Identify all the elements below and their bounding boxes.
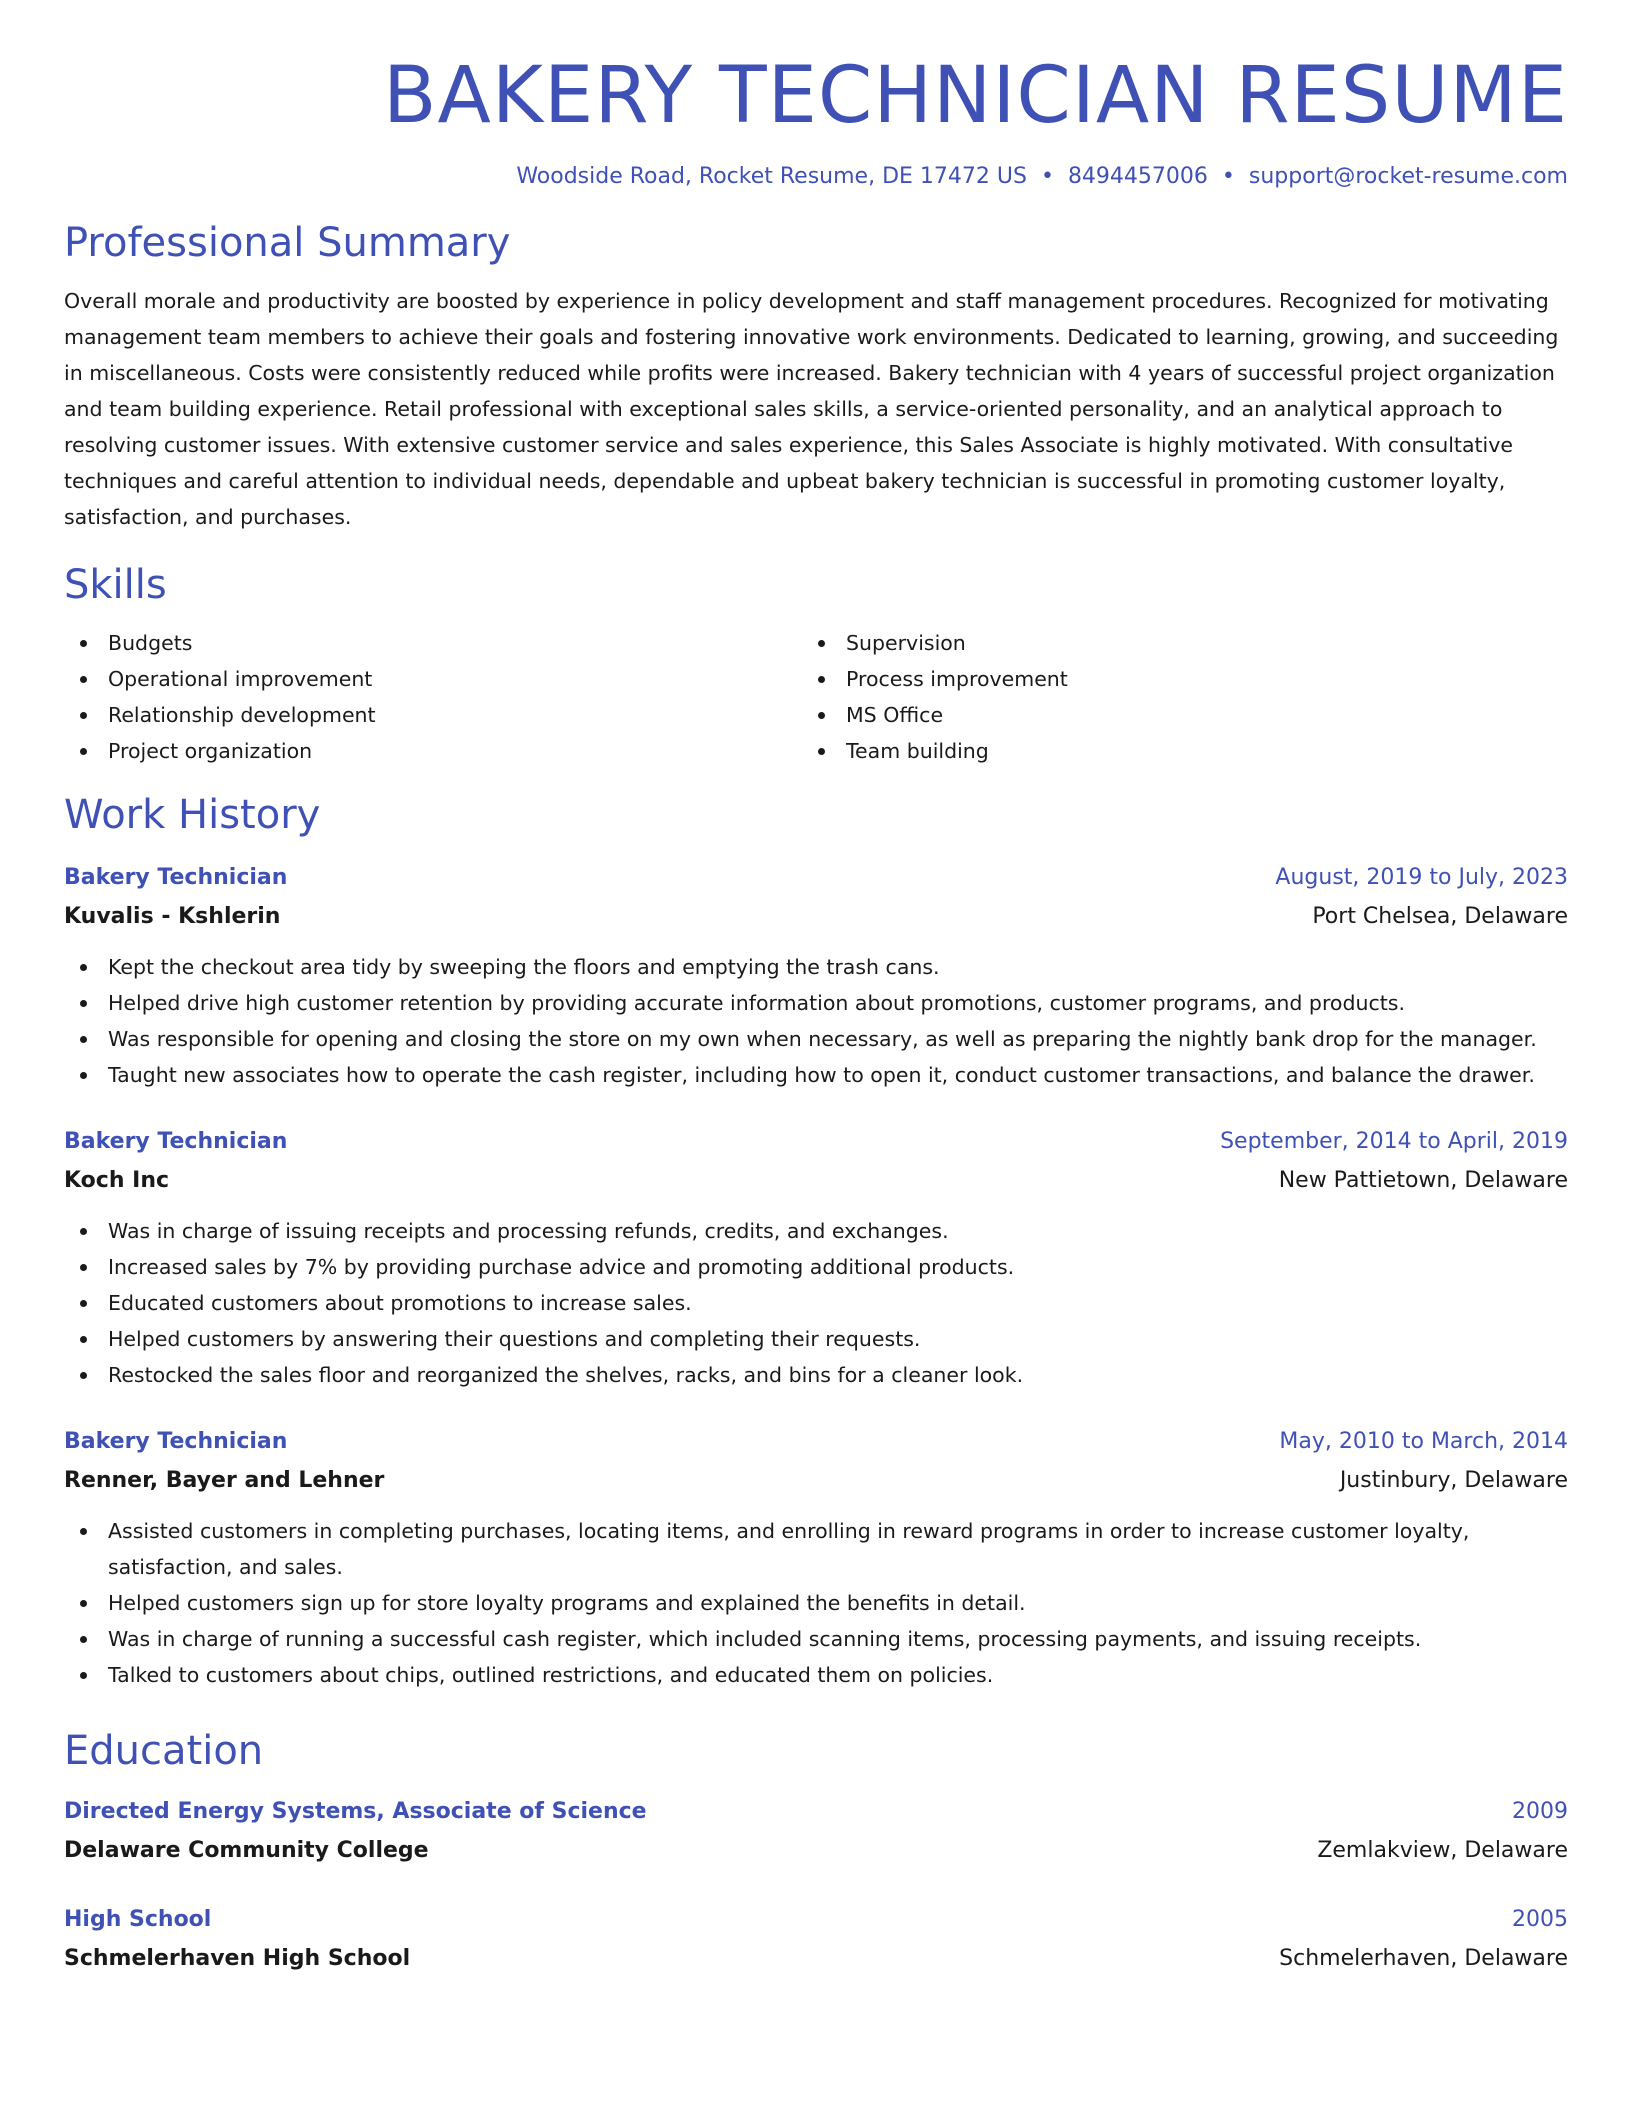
education-degree-row: [64, 1901, 1568, 1939]
education-entry: [64, 1901, 1568, 1979]
education-year: 2009: [1512, 1798, 1568, 1824]
education-degree-row: [64, 1793, 1568, 1831]
skill-item: Supervision: [802, 625, 1540, 661]
job-duty: Helped drive high customer retention by providing accurate information about promotions, customer programs, and products.: [64, 985, 1568, 1021]
job-duties-list: [64, 949, 1568, 1093]
summary-text: Overall morale and productivity are boosted by experience in policy development and staff management procedures. Recognized for motivating management team members to achieve their goals and fostering innovative work environments. Dedicated to learning, growing, and succeeding in miscellaneous. Costs were consistently reduced while profits were increased. Bakery technician with 4 years of successful project organization and team building experience. Retail professional with exceptional sales skills, a service-oriented personality, and an analytical approach to resolving customer issues. With extensive customer service and sales experience, this Sales Associate is highly motivated. With consultative techniques and careful attention to individual needs, dependable and upbeat bakery technician is successful in promoting customer loyalty, satisfaction, and purchases.: [64, 288, 1559, 529]
resume-title: BAKERY TECHNICIAN RESUME: [383, 51, 1568, 141]
education-degree: High School: [64, 1906, 212, 1932]
job-dates: May, 2010 to March, 2014: [1279, 1428, 1568, 1454]
education-school-row: [64, 1831, 1568, 1871]
job-duties-list: [64, 1513, 1568, 1693]
job-duty: Was in charge of running a successful cash register, which included scanning items, processing payments, and issuing receipts.: [64, 1621, 1568, 1657]
job-duty: Educated customers about promotions to increase sales.: [64, 1285, 1568, 1321]
section-title-summary: Professional Summary: [64, 219, 511, 266]
education-location: Zemlakview, Delaware: [1317, 1837, 1568, 1863]
skills-list-right: [802, 625, 1540, 769]
skill-item: Operational improvement: [64, 661, 802, 697]
job-dates: September, 2014 to April, 2019: [1220, 1128, 1568, 1154]
job-duty: Increased sales by 7% by providing purchase advice and promoting additional products.: [64, 1249, 1568, 1285]
job-duty: Helped customers sign up for store loyalty programs and explained the benefits in detail.: [64, 1585, 1568, 1621]
section-title-education: Education: [64, 1727, 264, 1774]
job-location: New Pattietown, Delaware: [1278, 1167, 1568, 1193]
education-year: 2005: [1512, 1906, 1568, 1932]
job-title-row: [64, 1123, 1568, 1161]
education-degree: Directed Energy Systems, Associate of Science: [64, 1798, 647, 1824]
job-company: Koch Inc: [64, 1167, 170, 1193]
contact-line: [64, 164, 1568, 189]
section-title-work: Work History: [64, 791, 321, 838]
contact-separator: •: [1221, 163, 1235, 189]
job-company: Renner, Bayer and Lehner: [64, 1467, 385, 1493]
skills-grid: [64, 625, 1568, 769]
job-company-row: [64, 1461, 1568, 1501]
contact-phone: 8494457006: [1067, 163, 1208, 189]
job-duty: Restocked the sales floor and reorganized the shelves, racks, and bins for a cleaner look.: [64, 1357, 1568, 1393]
education-school: Delaware Community College: [64, 1837, 429, 1863]
job-location: Port Chelsea, Delaware: [1312, 903, 1568, 929]
contact-address: Woodside Road, Rocket Resume, DE 17472 US: [516, 163, 1027, 189]
job-duty: Was responsible for opening and closing the store on my own when necessary, as well as preparing the nightly bank drop for the manager.: [64, 1021, 1568, 1057]
skill-item: MS Office: [802, 697, 1540, 733]
job-duty: Kept the checkout area tidy by sweeping the floors and emptying the trash cans.: [64, 949, 1568, 985]
job-location: Justinbury, Delaware: [1339, 1467, 1568, 1493]
job-title: Bakery Technician: [64, 1128, 288, 1154]
section-title-skills: Skills: [64, 561, 167, 608]
contact-separator: •: [1040, 163, 1054, 189]
job-title-row: [64, 859, 1568, 897]
job-entry: [64, 1423, 1568, 1693]
job-title-row: [64, 1423, 1568, 1461]
education-entry: [64, 1793, 1568, 1871]
resume-header: [64, 50, 1568, 189]
professional-summary-section: [64, 219, 1568, 535]
job-duty: Was in charge of issuing receipts and processing refunds, credits, and exchanges.: [64, 1213, 1568, 1249]
skill-item: Relationship development: [64, 697, 802, 733]
education-school-row: [64, 1939, 1568, 1979]
skill-item: Team building: [802, 733, 1540, 769]
education-location: Schmelerhaven, Delaware: [1279, 1945, 1568, 1971]
job-duty: Assisted customers in completing purchases, locating items, and enrolling in reward programs in order to increase customer loyalty, satisfaction, and sales.: [64, 1513, 1568, 1585]
skill-item: Process improvement: [802, 661, 1540, 697]
job-company-row: [64, 1161, 1568, 1201]
skills-section: [64, 561, 1568, 769]
contact-email: support@rocket-resume.com: [1248, 163, 1568, 189]
job-entry: [64, 859, 1568, 1093]
skill-item: Budgets: [64, 625, 802, 661]
job-duties-list: [64, 1213, 1568, 1393]
job-duty: Taught new associates how to operate the cash register, including how to open it, conduct customer transactions, and balance the drawer.: [64, 1057, 1568, 1093]
job-duty: Talked to customers about chips, outlined restrictions, and educated them on policies.: [64, 1657, 1568, 1693]
education-school: Schmelerhaven High School: [64, 1945, 411, 1971]
job-company: Kuvalis - Kshlerin: [64, 903, 281, 929]
work-history-section: [64, 791, 1568, 1693]
job-company-row: [64, 897, 1568, 937]
skills-list-left: [64, 625, 802, 769]
job-dates: August, 2019 to July, 2023: [1275, 864, 1568, 890]
job-entry: [64, 1123, 1568, 1393]
job-duty: Helped customers by answering their questions and completing their requests.: [64, 1321, 1568, 1357]
education-section: [64, 1727, 1568, 1979]
job-title: Bakery Technician: [64, 864, 288, 890]
job-title: Bakery Technician: [64, 1428, 288, 1454]
skill-item: Project organization: [64, 733, 802, 769]
